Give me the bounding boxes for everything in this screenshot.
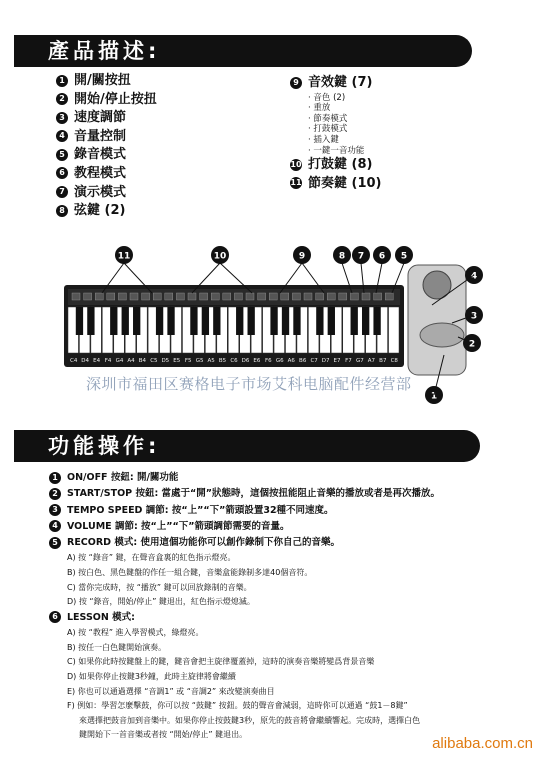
feature-item: [56, 146, 157, 165]
key-label: B5: [218, 358, 227, 364]
number-badge: 6: [49, 611, 61, 623]
function-item: [49, 486, 539, 502]
banner-title: 產品描述:: [48, 39, 161, 63]
function-button[interactable]: [304, 293, 312, 300]
feature-label: 音量控制: [74, 128, 127, 144]
black-key[interactable]: [236, 307, 243, 335]
function-button[interactable]: [107, 293, 115, 300]
key-label: E7: [333, 358, 341, 364]
feature-item: [290, 175, 382, 194]
black-key[interactable]: [202, 307, 209, 335]
black-key[interactable]: [122, 307, 129, 335]
black-key[interactable]: [373, 307, 380, 335]
black-key[interactable]: [282, 307, 289, 335]
function-button[interactable]: [281, 293, 289, 300]
feature-label: 開始/停止按扭: [74, 91, 157, 107]
black-key[interactable]: [316, 307, 323, 335]
key-label: A7: [367, 358, 376, 364]
callout-number: 2: [468, 339, 476, 350]
number-badge: 9: [290, 77, 302, 89]
key-label: G5: [195, 358, 204, 364]
key-label: A6: [287, 358, 295, 364]
key-label: E6: [253, 358, 261, 364]
key-label: E4: [93, 358, 101, 364]
callout-number: 3: [470, 311, 478, 322]
black-key[interactable]: [248, 307, 255, 335]
feature-label: 開/關按扭: [74, 73, 131, 88]
sub-feature: · 插入鍵: [308, 134, 339, 145]
number-badge: 1: [56, 75, 68, 87]
key-label: F4: [104, 358, 112, 364]
sub-feature: · 打鼓模式: [308, 124, 348, 135]
function-button[interactable]: [350, 293, 358, 300]
key-label: D4: [81, 358, 90, 364]
callout-number: 8: [338, 251, 346, 262]
function-button[interactable]: [200, 293, 208, 300]
black-key[interactable]: [293, 307, 300, 335]
record-step: B) 按白色、黑色鍵盤的作任一組合鍵，音樂盒能錄制多達40個音符。: [67, 568, 313, 578]
number-badge: 8: [56, 205, 68, 217]
black-key[interactable]: [270, 307, 277, 335]
feature-label: 節奏鍵 (10): [308, 175, 382, 191]
key-label: D5: [161, 358, 170, 364]
lesson-step: F) 例如：學習怎麼擊鼓，你可以按 “鼓鍵” 按鈕。鼓的聲音會減弱，這時你可以通過 “鼓1－8鍵”: [67, 701, 408, 711]
white-key[interactable]: [389, 307, 399, 353]
callout-number: 10: [213, 251, 227, 262]
feature-item: [56, 128, 157, 147]
function-button[interactable]: [385, 293, 393, 300]
number-badge: 1: [49, 472, 61, 484]
key-label: C8: [390, 358, 398, 364]
key-label: F5: [184, 358, 192, 364]
callout-number: 11: [117, 251, 131, 262]
function-operation-banner: [14, 430, 480, 462]
lesson-step: 來選擇把鼓音加到音樂中。如果你停止按鼓鍵3秒，原先的鼓音將會繼續響起。完成時，選擇白色: [79, 715, 421, 725]
black-key[interactable]: [76, 307, 83, 335]
product-description-banner: [14, 35, 472, 67]
sub-feature: · 重放: [308, 103, 331, 114]
feature-label: 演示模式: [74, 184, 127, 200]
key-label: C6: [230, 358, 238, 364]
banner-title: 功能操作:: [48, 434, 161, 458]
feature-item: [290, 156, 382, 175]
key-label: G4: [115, 358, 124, 364]
key-label: B7: [379, 358, 387, 364]
function-button[interactable]: [84, 293, 92, 300]
number-badge: 3: [49, 504, 61, 516]
number-badge: 11: [290, 178, 302, 188]
lesson-step: D) 如果你停止按鍵3秒鐘，此時主旋律將會繼續: [67, 671, 236, 681]
callout-number: 6: [378, 251, 386, 262]
feature-item: [56, 109, 157, 128]
number-badge: 4: [49, 520, 61, 532]
key-label: A4: [127, 358, 135, 364]
function-button[interactable]: [176, 293, 184, 300]
function-text: VOLUME 調節: 按“上”“下”箭頭調節需要的音量。: [67, 520, 290, 532]
function-button[interactable]: [95, 293, 103, 300]
features-left-list: [56, 72, 157, 221]
key-label: E5: [173, 358, 181, 364]
number-badge: 10: [290, 159, 302, 169]
footer-source: alibaba.com.cn: [432, 735, 533, 752]
lesson-step: 鍵開始下一首音樂或者按 “開始/停止” 鍵退出。: [79, 730, 248, 740]
lesson-step: C) 如果你此時按鍵盤上的鍵，鍵音會把主旋律覆蓋掉，這時的演奏音樂將變爲背景音樂: [67, 657, 375, 667]
black-key[interactable]: [110, 307, 117, 335]
function-item: [49, 535, 539, 551]
function-button[interactable]: [258, 293, 266, 300]
number-badge: 2: [49, 488, 61, 500]
function-button[interactable]: [211, 293, 219, 300]
function-text: RECORD 模式: 使用這個功能你可以創作錄制下你自己的音樂。: [67, 537, 340, 549]
key-label: B6: [299, 358, 307, 364]
function-button[interactable]: [188, 293, 196, 300]
sub-feature: · 一鍵一音功能: [308, 145, 365, 156]
function-button[interactable]: [153, 293, 161, 300]
function-text: TEMPO SPEED 調節: 按“上”“下”箭頭設置32種不同速度。: [67, 504, 334, 516]
function-text: LESSON 模式:: [67, 611, 135, 623]
function-button[interactable]: [316, 293, 324, 300]
callout-number: 1: [430, 391, 438, 402]
lesson-step: A) 按 “教程” 進入學習模式，綠燈亮。: [67, 628, 204, 638]
function-item: [49, 470, 539, 486]
control-pad: [420, 323, 464, 347]
function-button[interactable]: [269, 293, 277, 300]
key-label: C5: [150, 358, 158, 364]
features-right-list: [290, 74, 382, 193]
function-button[interactable]: [362, 293, 370, 300]
function-button[interactable]: [165, 293, 173, 300]
function-button[interactable]: [142, 293, 150, 300]
feature-label: 教程模式: [74, 165, 127, 181]
sub-feature: · 音色 (2): [308, 92, 346, 103]
black-key[interactable]: [167, 307, 174, 335]
callout-number: 9: [298, 251, 306, 262]
feature-item: [56, 202, 157, 221]
watermark-text: 深圳市福田区赛格电子市场艾科电脑配件经营部: [86, 375, 412, 393]
key-label: B4: [138, 358, 147, 364]
function-button[interactable]: [327, 293, 335, 300]
black-key[interactable]: [362, 307, 369, 335]
black-key[interactable]: [213, 307, 220, 335]
key-label: C7: [310, 358, 318, 364]
record-step: C) 當你完成時，按 “播放” 鍵可以回放錄制的音樂。: [67, 582, 252, 592]
function-button[interactable]: [292, 293, 300, 300]
key-label: G6: [275, 358, 284, 364]
function-text: START/STOP 按鈕: 當處于“開”狀態時，這個按扭能阻止音樂的播放或者是再次播放。: [67, 488, 441, 500]
black-key[interactable]: [156, 307, 163, 335]
feature-item: [56, 91, 157, 110]
function-button[interactable]: [374, 293, 382, 300]
lesson-step: B) 按任一白色鍵開始演奏。: [67, 642, 167, 652]
black-key[interactable]: [351, 307, 358, 335]
key-label: A5: [207, 358, 215, 364]
feature-label: 弦鍵 (2): [74, 203, 126, 219]
key-label: C4: [70, 358, 78, 364]
feature-item: [56, 165, 157, 184]
key-label: F7: [345, 358, 352, 364]
feature-item: [290, 74, 382, 93]
black-key[interactable]: [328, 307, 335, 335]
callout-number: 5: [400, 251, 408, 262]
black-key[interactable]: [190, 307, 197, 335]
feature-label: 打鼓鍵 (8): [308, 157, 373, 173]
number-badge: 5: [49, 537, 61, 549]
function-button[interactable]: [246, 293, 254, 300]
sub-feature: · 節奏模式: [308, 113, 348, 124]
key-label: D7: [321, 358, 330, 364]
number-badge: 5: [56, 149, 68, 161]
function-button[interactable]: [223, 293, 231, 300]
number-badge: 3: [56, 112, 68, 124]
number-badge: 4: [56, 130, 68, 142]
function-button[interactable]: [72, 293, 80, 300]
key-label: F6: [265, 358, 272, 364]
number-badge: 6: [56, 167, 68, 179]
key-label: G7: [356, 358, 364, 364]
function-button[interactable]: [234, 293, 242, 300]
black-key[interactable]: [87, 307, 94, 335]
black-key[interactable]: [133, 307, 140, 335]
function-button[interactable]: [118, 293, 126, 300]
key-label: D6: [241, 358, 250, 364]
feature-item: [56, 72, 157, 91]
lesson-step: E) 你也可以通過選擇 “音調1” 或 “音調2” 來改變演奏曲目: [67, 686, 275, 696]
feature-label: 錄音模式: [74, 147, 127, 163]
function-list: [49, 470, 539, 743]
number-badge: 2: [56, 93, 68, 105]
record-step: A) 按 “錄音” 鍵，在聲音盒裏的紅色指示燈亮。: [67, 553, 236, 563]
function-item: [49, 503, 539, 519]
feature-label: 速度調節: [74, 110, 127, 126]
function-text: ON/OFF 按鈕: 開/關功能: [67, 472, 179, 483]
function-item: [49, 519, 539, 535]
record-step: D) 按 “錄音，開始/停止” 鍵退出，紅色指示燈熄滅。: [67, 597, 255, 607]
feature-item: [56, 184, 157, 203]
number-badge: 7: [56, 186, 68, 198]
function-button[interactable]: [339, 293, 347, 300]
callout-number: 4: [470, 271, 478, 282]
callout-number: 7: [357, 251, 365, 262]
feature-label: 音效鍵 (7): [308, 75, 373, 90]
function-button[interactable]: [130, 293, 138, 300]
function-item: [49, 610, 539, 626]
